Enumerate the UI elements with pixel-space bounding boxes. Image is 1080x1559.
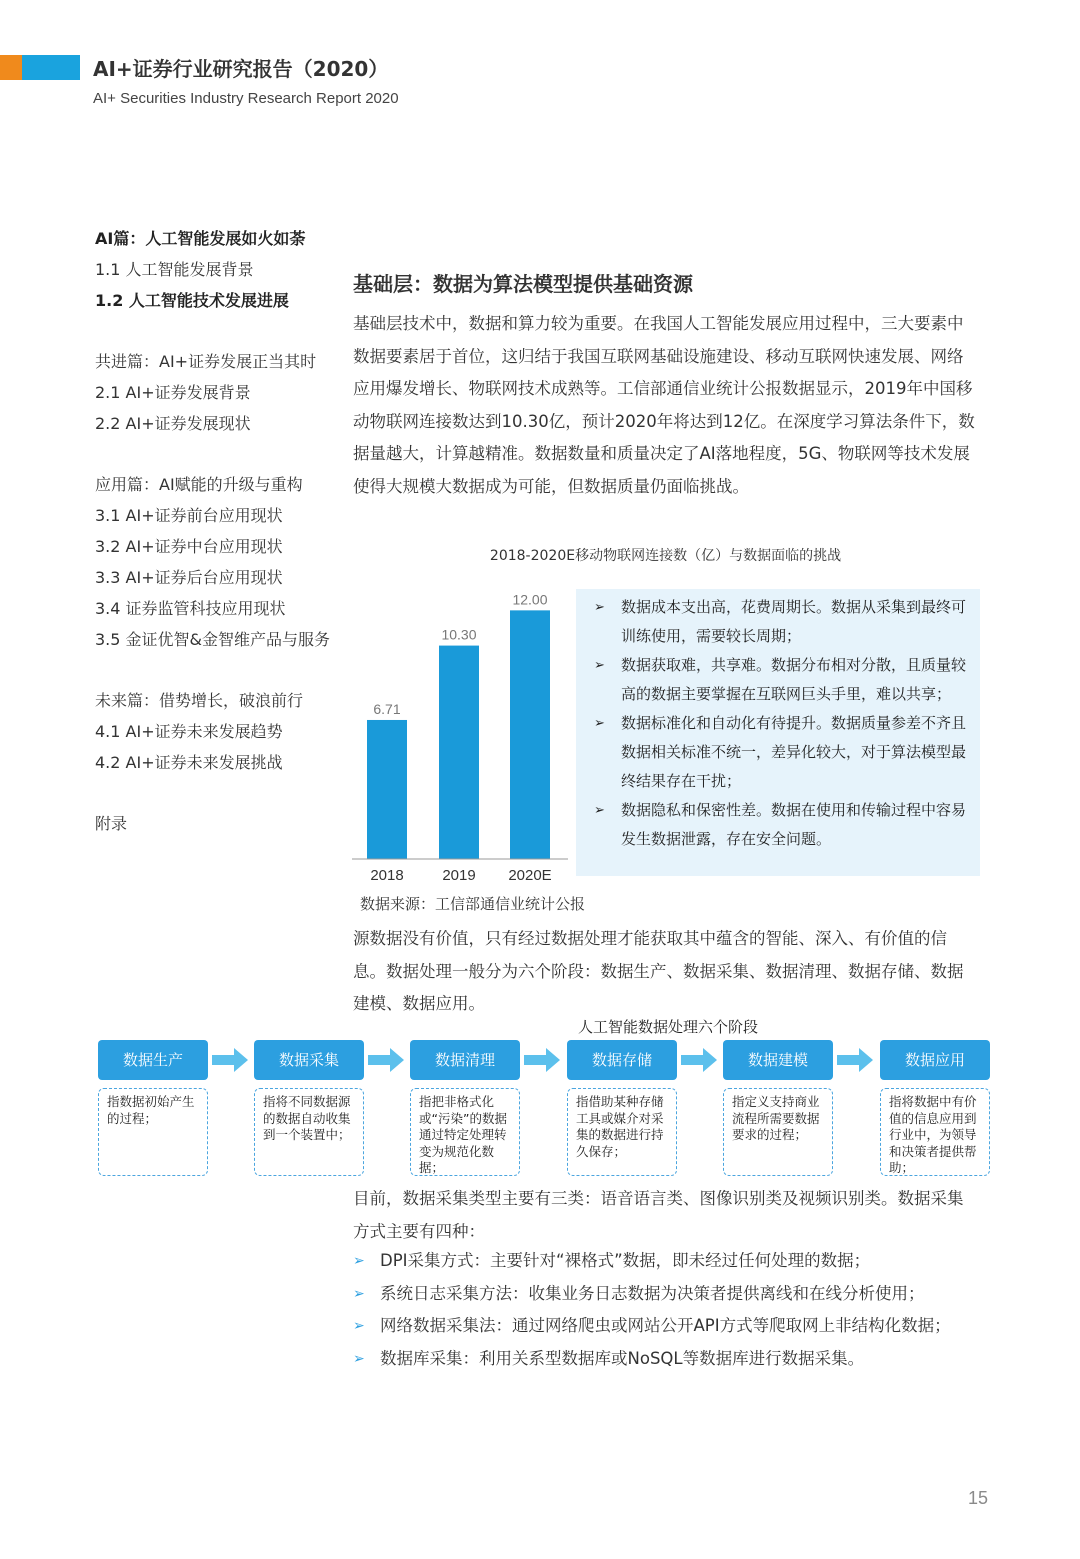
header-blue-bar: [22, 55, 80, 80]
arrow-bullet-icon: ➢: [594, 600, 605, 615]
toc-item[interactable]: 2.2 AI+证券发展现状: [95, 414, 251, 433]
bar-2020E: [510, 610, 550, 859]
stage-6: [880, 1040, 990, 1176]
toc-item[interactable]: 4.2 AI+证券未来发展挑战: [95, 753, 283, 772]
challenge-item: [594, 651, 966, 709]
chart-source: 数据来源：工信部通信业统计公报: [360, 895, 586, 913]
challenge-item: [594, 593, 966, 651]
paragraph-collection: 目前，数据采集类型主要有三类：语音语言类、图像识别类及视频识别类。数据采集方式主要有四种：: [353, 1189, 964, 1241]
toc-item[interactable]: 2.1 AI+证券发展背景: [95, 383, 251, 402]
challenge-text: 数据标准化和自动化有待提升。数据质量参差不齐且数据相关标准不统一，差异化较大，对于算法模型最终结果存在干扰；: [621, 714, 967, 790]
toc-section: [95, 223, 345, 316]
data-label: 6.71: [373, 700, 401, 717]
collection-method-text: 数据库采集：利用关系型数据库或NoSQL等数据库进行数据采集。: [380, 1348, 865, 1368]
collection-method-item: [353, 1245, 993, 1278]
arrow-right-icon: [524, 1048, 560, 1072]
x-tick-label: 2018: [370, 867, 404, 884]
stage-name: 数据清理: [410, 1040, 520, 1080]
toc-item[interactable]: 3.3 AI+证券后台应用现状: [95, 568, 283, 587]
toc-item[interactable]: AI篇：人工智能发展如火如荼: [95, 229, 306, 248]
arrow-right-icon: [681, 1048, 717, 1072]
chart-title: 2018-2020E移动物联网连接数（亿）与数据面临的挑战: [489, 548, 842, 564]
toc-item[interactable]: 3.2 AI+证券中台应用现状: [95, 537, 283, 556]
toc-item[interactable]: 附录: [95, 814, 128, 833]
report-subtitle: AI+ Securities Industry Research Report 2020: [93, 90, 399, 107]
stage-1: [98, 1040, 208, 1176]
paragraph-processing: 源数据没有价值，只有经过数据处理才能获取其中蕴含的智能、深入、有价值的信息。数据处理一般分为六个阶段：数据生产、数据采集、数据清理、数据存储、数据建模、数据应用。: [353, 929, 964, 1013]
data-label: 10.30: [441, 626, 477, 643]
collection-method-text: 网络数据采集法：通过网络爬虫或网站公开API方式等爬取网上非结构化数据；: [380, 1316, 951, 1335]
x-tick-label: 2020E: [508, 867, 552, 884]
data-label: 12.00: [512, 591, 548, 608]
stage-name: 数据建模: [723, 1040, 833, 1080]
challenges-callout: [576, 589, 980, 876]
collection-method-text: DPI采集方式：主要针对“裸格式”数据，即未经过任何处理的数据；: [380, 1251, 871, 1270]
bar-chart: [350, 590, 572, 890]
challenge-text: 数据隐私和保密性差。数据在使用和传输过程中容易发生数据泄露，存在安全问题。: [621, 801, 967, 848]
toc-item[interactable]: 3.1 AI+证券前台应用现状: [95, 506, 283, 525]
arrow-bullet-icon: ➢: [594, 803, 605, 818]
x-tick-label: 2019: [442, 867, 476, 884]
collection-method-text: 系统日志采集方法：收集业务日志数据为决策者提供离线和在线分析使用；: [380, 1283, 925, 1303]
collection-methods-list: [353, 1245, 993, 1375]
toc-item[interactable]: 3.5 金证优智&金智维产品与服务: [95, 630, 331, 649]
arrow-bullet-icon: ➢: [594, 658, 605, 673]
table-of-contents: [95, 223, 345, 869]
collection-method-item: [353, 1343, 993, 1376]
collection-method-item: [353, 1310, 993, 1343]
arrow-right-icon: [837, 1048, 873, 1072]
stage-description: 指将数据中有价值的信息应用到行业中，为领导和决策者提供帮助；: [880, 1088, 990, 1176]
toc-section: [95, 469, 345, 655]
arrow-bullet-icon: ➢: [353, 1253, 365, 1269]
stage-5: [723, 1040, 833, 1176]
page-number: 15: [968, 1488, 989, 1508]
collection-method-item: [353, 1278, 993, 1311]
challenge-text: 数据获取难，共享难。数据分布相对分散，且质量较高的数据主要掌握在互联网巨头手里，难以共享；: [621, 656, 967, 703]
stage-name: 数据存储: [567, 1040, 677, 1080]
toc-item[interactable]: 1.2 人工智能技术发展进展: [95, 291, 289, 310]
stage-description: 指数据初始产生的过程；: [98, 1088, 208, 1176]
stage-name: 数据应用: [880, 1040, 990, 1080]
challenge-text: 数据成本支出高，花费周期长。数据从采集到最终可训练使用，需要较长周期；: [621, 598, 967, 645]
challenge-item: [594, 709, 966, 796]
stage-description: 指把非格式化或“污染”的数据通过特定处理转变为规范化数据；: [410, 1088, 520, 1176]
stage-4: [567, 1040, 677, 1176]
paragraph-intro: 基础层技术中，数据和算力较为重要。在我国人工智能发展应用过程中，三大要素中数据要素居于首位，这归结于我国互联网基础设施建设、移动互联网快速发展、网络应用爆发增长、物联网技术成熟等。工信部通信业统计公报数据显示，2019年中国移动物联网连接数达到10.30亿，预计2020年将达到12亿。在深度学习算法条件下，数据量越大，计算越精准。数据数量和质量决定了AI落地程度，5G、物联网等技术发展使得大规模大数据成为可能，但数据质量仍面临挑战。: [353, 314, 975, 496]
stage-name: 数据采集: [254, 1040, 364, 1080]
arrow-bullet-icon: ➢: [594, 716, 605, 731]
toc-item[interactable]: 共进篇：AI+证券发展正当其时: [95, 352, 317, 371]
arrow-bullet-icon: ➢: [353, 1285, 365, 1302]
toc-item[interactable]: 应用篇：AI赋能的升级与重构: [95, 475, 303, 494]
toc-section: [95, 685, 345, 778]
header-orange-bar: [0, 55, 22, 80]
report-title: AI+证券行业研究报告（2020）: [93, 57, 389, 81]
stage-description: 指将不同数据源的数据自动收集到一个装置中；: [254, 1088, 364, 1176]
toc-item[interactable]: 3.4 证券监管科技应用现状: [95, 599, 286, 618]
section-title: 基础层：数据为算法模型提供基础资源: [353, 272, 693, 296]
bar-2018: [367, 720, 407, 859]
stages-title: 人工智能数据处理六个阶段: [577, 1018, 758, 1036]
bar-2019: [439, 646, 479, 859]
challenge-item: [594, 796, 966, 854]
stage-name: 数据生产: [98, 1040, 208, 1080]
arrow-bullet-icon: ➢: [353, 1350, 365, 1367]
toc-item[interactable]: 1.1 人工智能发展背景: [95, 260, 254, 279]
stage-description: 指借助某种存储工具或媒介对采集的数据进行持久保存；: [567, 1088, 677, 1176]
stage-2: [254, 1040, 364, 1176]
stage-3: [410, 1040, 520, 1176]
toc-item[interactable]: 4.1 AI+证券未来发展趋势: [95, 722, 283, 741]
toc-section: [95, 346, 345, 439]
toc-section: [95, 808, 345, 839]
arrow-right-icon: [212, 1048, 248, 1072]
stage-description: 指定义支持商业流程所需要数据要求的过程；: [723, 1088, 833, 1176]
toc-item[interactable]: 未来篇：借势增长，破浪前行: [95, 691, 304, 710]
arrow-bullet-icon: ➢: [353, 1318, 365, 1334]
arrow-right-icon: [368, 1048, 404, 1072]
